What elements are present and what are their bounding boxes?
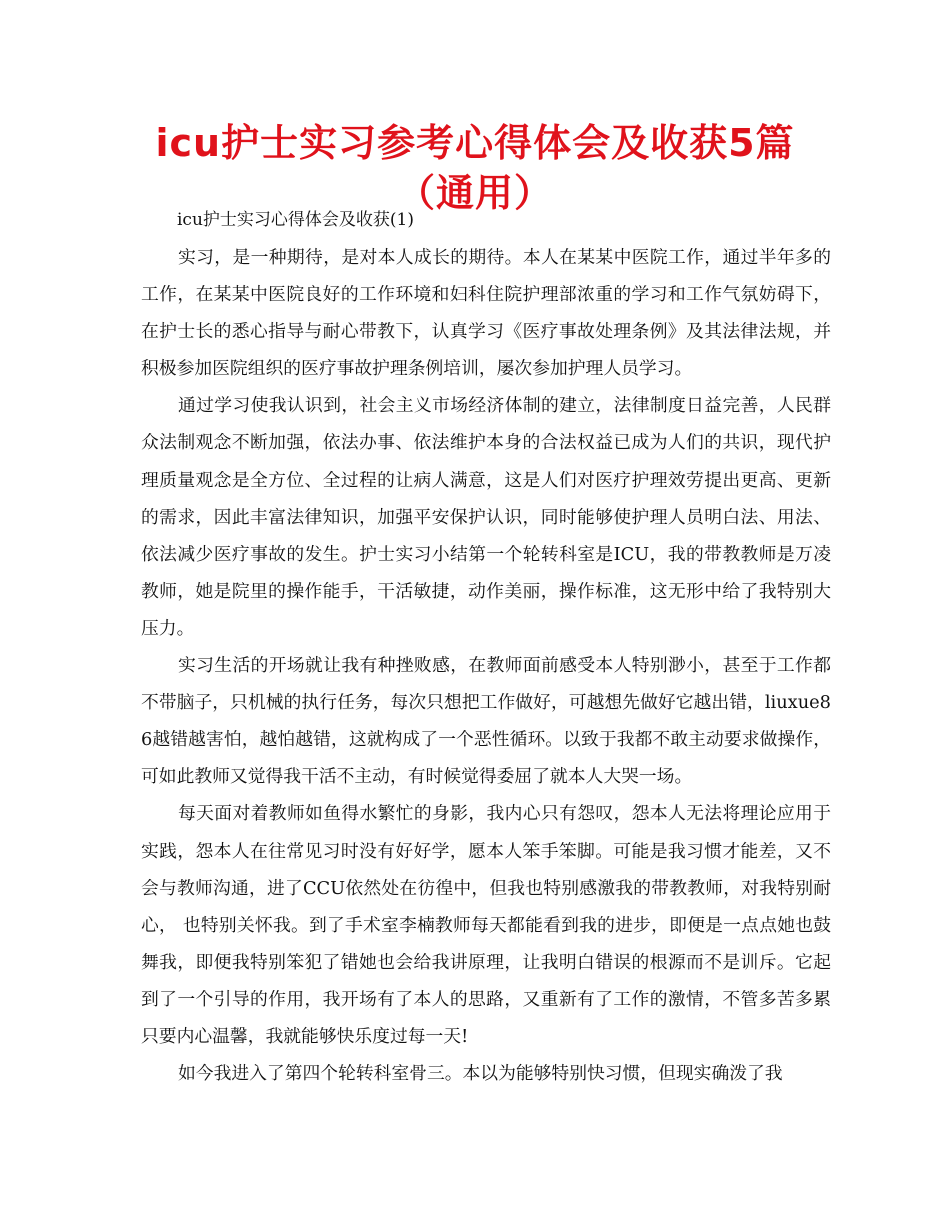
paragraph: 通过学习使我认识到，社会主义市场经济体制的建立，法律制度日益完善，人民群众法制观念不断加强，依法办事、依法维护本身的合法权益已成为人们的共识，现代护理质量观念是全方位、全过程的让病人满意，这是人们对医疗护理效劳提出更高、更新的需求，因此丰富法律知识，加强平安保护认识，同时能够使护理人员明白法、用法、依法减少医疗事故的发生。护士实习小结第一个轮转科室是ICU，我的带教教师是万凌教师，她是院里的操作能手，干活敏捷，动作美丽，操作标准，这无形中给了我特别大压力。 (141, 395, 831, 639)
paragraph: 实习，是一种期待，是对本人成长的期待。本人在某某中医院工作，通过半年多的工作，在某某中医院良好的工作环境和妇科住院护理部浓重的学习和工作气氛妨碍下，在护士长的悉心指导与耐心带教下，认真学习《医疗事故处理条例》及其法律法规，并积极参加医院组织的医疗事故护理条例培训，屡次参加护理人员学习。 (141, 247, 831, 380)
paragraph: 每天面对着教师如鱼得水繁忙的身影，我内心只有怨叹，怨本人无法将理论应用于实践，怨本人在往常见习时没有好好学，愿本人笨手笨脚。可能是我习惯才能差，又不会与教师沟通，进了CCU依然处在彷徨中，但我也特别感激我的带教教师，对我特别耐心， 也特别关怀我。到了手术室李楠教师每天都能看到我的进步，即便是一点点她也鼓舞我，即便我特别笨犯了错她也会给我讲原理，让我明白错误的根源而不是训斥。它起到了一个引导的作用，我开场有了本人的思路，又重新有了工作的激情，不管多苦多累只要内心温馨，我就能够快乐度过每一天! (141, 803, 831, 1047)
document-body (141, 206, 831, 1092)
paragraph: 实习生活的开场就让我有种挫败感，在教师面前感受本人特别渺小，甚至于工作都不带脑子，只机械的执行任务，每次只想把工作做好，可越想先做好它越出错，liuxue86越错越害怕，越怕越错，这就构成了一个恶性循环。以致于我都不敢主动要求做操作， 可如此教师又觉得我干活不主动，有时候觉得委屈了就本人大哭一场。 (141, 655, 831, 788)
document-title: icu护士实习参考心得体会及收获5篇（通用） (155, 121, 795, 215)
section-subtitle: icu护士实习心得体会及收获(1) (177, 210, 414, 230)
paragraph: 如今我进入了第四个轮转科室骨三。本以为能够特别快习惯，但现实确泼了我 (178, 1063, 783, 1085)
